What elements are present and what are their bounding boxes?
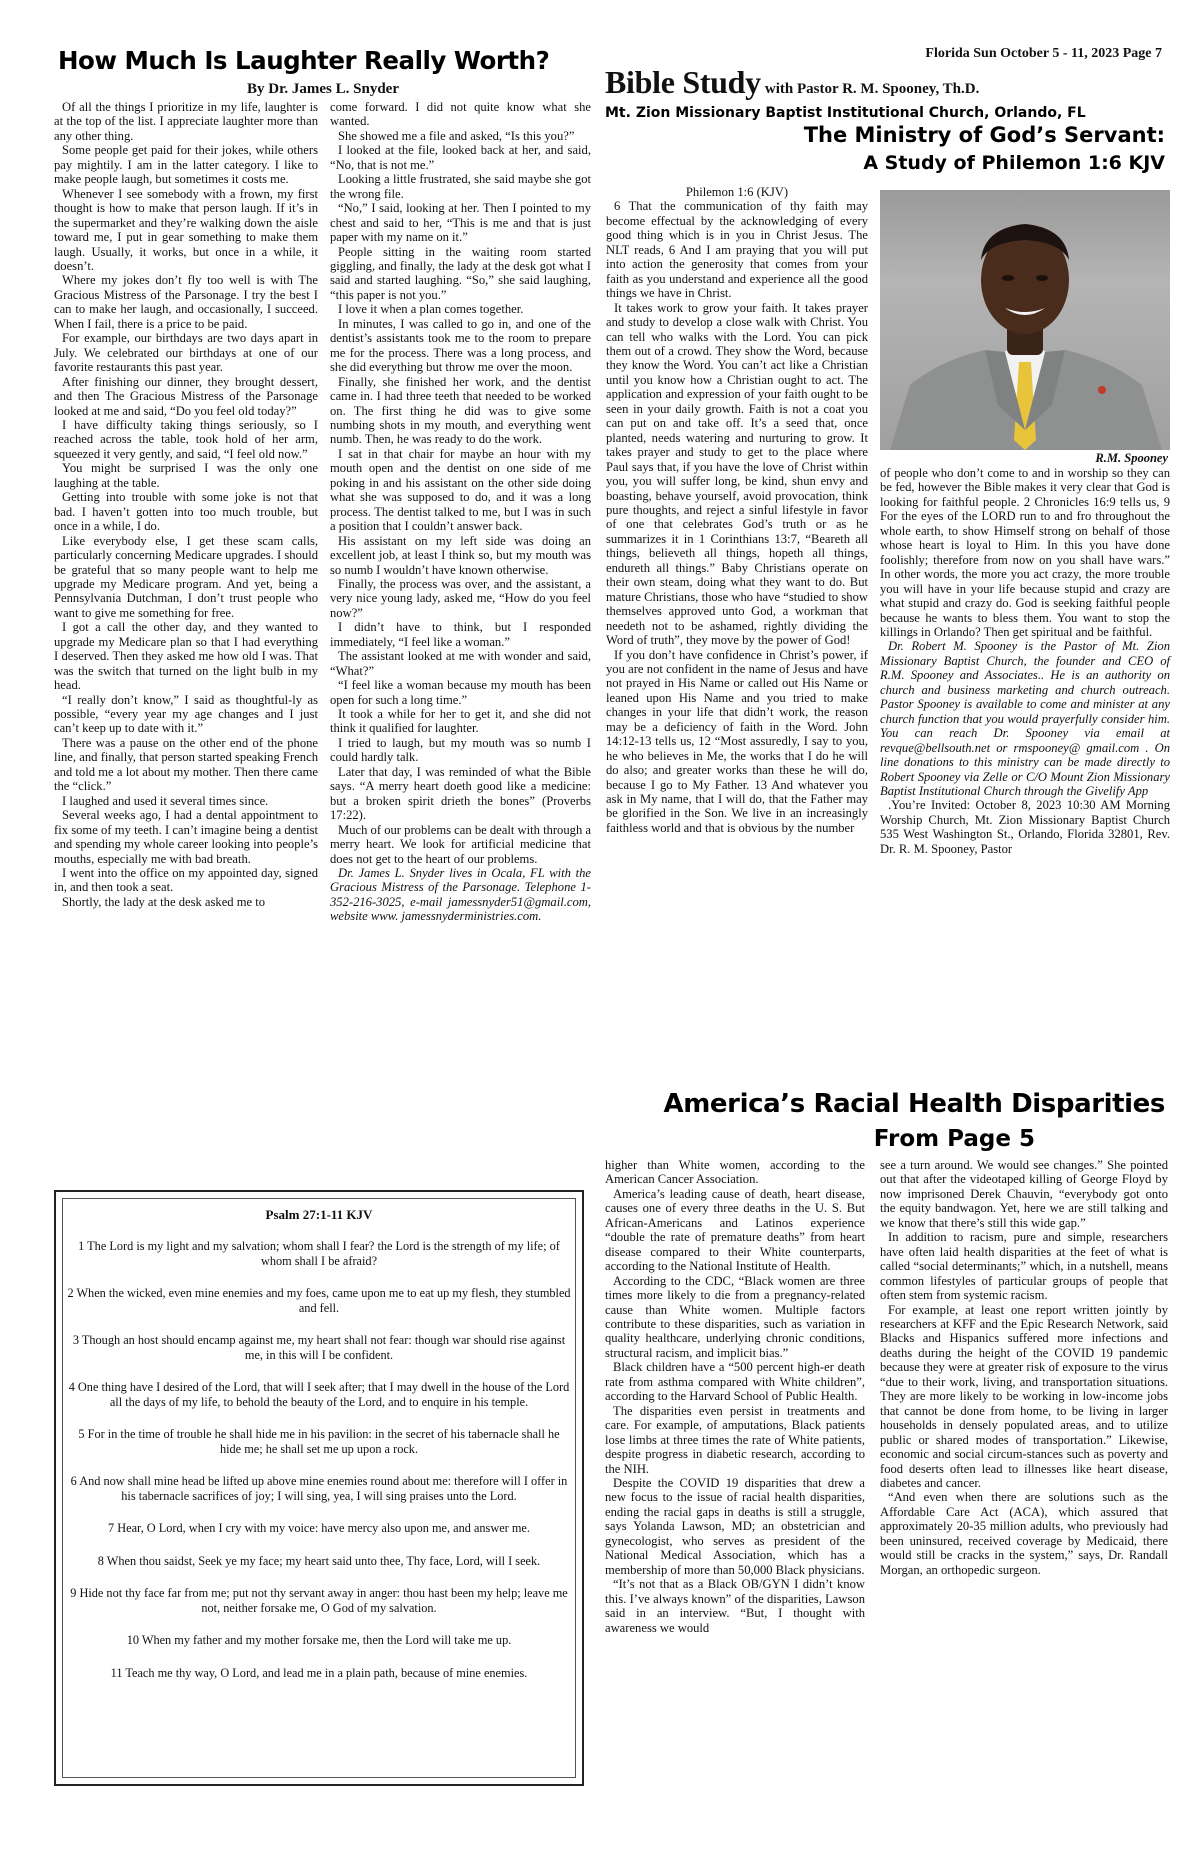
paragraph: After finishing our dinner, they brought dessert, and then The Gracious Mistress of the Parsonage looked at me and said, “Do you feel old today?” — [54, 374, 318, 418]
paragraph: Black children have a “500 percent high-er death rate from asthma compared with White children”, according to the Harvard School of Public Health. — [605, 1360, 865, 1404]
paragraph: Where my jokes don’t fly too well is with The Gracious Mistress of the Parsonage. I try the best I can to make her laugh, and occasionally, I succeed. When I fail, there is a price to be paid. — [54, 273, 318, 331]
paragraph: “No,” I said, looking at her. Then I pointed to my chest and said to her, “This is me and that is just paper with my name on it.” — [330, 201, 591, 245]
pastor-bio: Dr. Robert M. Spooney is the Pastor of Mt. Zion Missionary Baptist Church, the founder and CEO of R.M. Spooney and Associates.. He is an authority on church and business marketing and church outreach. Pastor Spooney is available to come and minister at any church function that you would prayerfully consider him. You can reach Dr. Spooney via email at revque@bellsouth.net or rmspooney@ gmail.com . On line donations to this ministry can be made directly to Robert Spooney via Zelle or C/O Mount Zion Missionary Baptist Institutional Church through the Givelify App — [880, 639, 1170, 798]
paragraph: Whenever I see somebody with a frown, my first thought is how to make that person laugh. If it’s in the supermarket and they’re walking down the aisle toward me, I put in gear something to make them laugh. Usually, it works, but once in a while, it doesn’t. — [54, 186, 318, 273]
paragraph: higher than White women, according to the American Cancer Association. — [605, 1158, 865, 1187]
laughter-headline: How Much Is Laughter Really Worth? — [58, 46, 550, 75]
psalm-verse: 9 Hide not thy face far from me; put not thy servant away in anger: thou hast been my help; leave me not, neither forsake me, O God of my salvation. — [70, 1586, 568, 1615]
paragraph: The assistant looked at me with wonder and said, “What?” — [330, 649, 591, 678]
paragraph: I got a call the other day, and they wanted to upgrade my Medicare plan so that I had everything I deserved. Then they asked me how old I was. That was the switch that turned on the light bulb in my head. — [54, 620, 318, 693]
ministry-headline: The Ministry of God’s Servant: — [803, 123, 1165, 147]
ministry-subheadline: A Study of Philemon 1:6 KJV — [863, 152, 1165, 174]
paragraph: His assistant on my left side was doing an excellent job, at least I think so, but my mouth was so numb I wouldn’t have known otherwise. — [330, 533, 591, 577]
psalm-title: Psalm 27:1-11 KJV — [265, 1207, 373, 1222]
paragraph: Finally, the process was over, and the assistant, a very nice young lady, asked me, “How do you feel now?” — [330, 576, 591, 620]
paragraph: It takes work to grow your faith. It takes prayer and study to develop a close walk with Christ. You can tell who walks with the Lord. You can pick them out of a crowd. They show the Word, because they know the Word. You can’t act like a Christian until you know how a Christian ought to act. The application and expression of your faith ought to be seen in your daily growth. Faith is not a coat you can put on and take off. It’s a seed that, once planted, needs watering and nurturing to grow. It takes prayer and study to get to the place where Paul says that, if you have the love of Christ within you, you will suffer long, be kind, shun envy and boasting, behave yourself, avoid provocation, think pure thoughts, and reject a sinful lifestyle in favor of one that celebrates God’s truth or as he summarizes it in 1 Corinthians 13:7, “Beareth all things, believeth all things, hopeth all things, endureth all things.” Baby Christians operate on their own steam, doing what they want to do. But mature Christians, those who have “studied to show themselves approved unto God, a workman that needeth not to be ashamed, rightly dividing the Word of truth”, they move by the power of God! — [606, 300, 868, 648]
paragraph: Of all the things I prioritize in my life, laughter is at the top of the list. I appreciate laughter more than any other thing. — [54, 100, 318, 143]
racial-column-2 — [880, 1158, 1168, 1577]
pastor-portrait-illustration — [880, 190, 1170, 450]
paragraph: of people who don’t come to and in worship so they can be fed, however the Bible makes it very clear that God is looking for faithful people. 2 Chronicles 16:9 tells us, 9 For the eyes of the LORD run to and fro throughout the whole earth, to show Himself strong on behalf of those whose heart is loyal to Him. In this you have done foolishly; therefore from now on you shall have wars.” In other words, the more you act crazy, the more trouble you will have in your life because stupid and crazy are what stupid and crazy do. God is seeking faithful people because he wants to bless them. You want to stop the killings in Orlando? Then get spiritual and be faithful. — [880, 466, 1170, 639]
psalm-verse: 10 When my father and my mother forsake me, then the Lord will take me up. — [126, 1633, 512, 1647]
bible-study-title — [605, 64, 1165, 101]
paragraph: Looking a little frustrated, she said maybe she got the wrong file. — [330, 172, 591, 201]
psalm-verse: 7 Hear, O Lord, when I cry with my voice: have mercy also upon me, and answer me. — [108, 1521, 530, 1535]
paragraph: I love it when a plan comes together. — [338, 302, 524, 317]
paragraph: In minutes, I was called to go in, and one of the dentist’s assistants took me to the room to prepare me for the process. There was a long process, and she did everything but throw me over the moon. — [330, 316, 591, 375]
paragraph: Shortly, the lady at the desk asked me to — [62, 894, 266, 909]
psalm-verse: 11 Teach me thy way, O Lord, and lead me in a plain path, because of mine enemies. — [110, 1665, 528, 1680]
paragraph: Despite the COVID 19 disparities that drew a new focus to the issue of racial health disparities, ending the racial gaps in deaths is still a struggle, says Yolanda Lawson, MD; an obstetrician and gynecologist, who serves as president of the National Medical Association, which has a membership of more than 50,000 Black physicians. — [605, 1475, 865, 1577]
paragraph: There was a pause on the other end of the phone line, and finally, that person started speaking French and told me a lot about my mother. Then there came the “click.” — [54, 735, 318, 794]
paragraph: Finally, she finished her work, and the dentist came in. I had three teeth that needed to be worked on. The first thing he did was to give some numbing shots in my mouth, and everything went numb. Then, he was ready to do the work. — [330, 374, 591, 447]
paragraph: 6 That the communication of thy faith may become effectual by the acknowledging of every good thing which is in you in Christ Jesus. The NLT reads, 6 And I am praying that you will put into action the generosity that comes from your faith as you understand and experience all the good things we have in Christ. — [606, 199, 868, 301]
racial-health-headline: America’s Racial Health Disparities — [663, 1089, 1165, 1119]
laughter-column-2 — [330, 100, 591, 924]
bible-study-heading: Bible Study — [605, 64, 761, 100]
bible-column-1 — [606, 185, 868, 835]
paragraph: Getting into trouble with some joke is not that bad. I haven’t gotten into too much trouble, but once in a while, I do. — [54, 490, 318, 534]
paragraph: Several weeks ago, I had a dental appointment to fix some of my teeth. I can’t imagine being a dentist and spending my whole career looking into people’s mouths, especially me with bad breath. — [54, 808, 318, 866]
racial-health-jump-line: From Page 5 — [873, 1126, 1035, 1152]
paragraph: see a turn around. We would see changes.” She pointed out that after the videotaped killing of George Floyd by now imprisoned Derek Chauvin, “everybody got onto the equity bandwagon. Yet, here we are still talking and we know that there’s still this wide gap.” — [880, 1158, 1168, 1230]
paragraph: I have difficulty taking things seriously, so I reached across the table, took hold of her arm, squeezed it very gently, and said, “I feel old now.” — [54, 417, 318, 461]
paragraph: I sat in that chair for maybe an hour with my mouth open and the dentist on one side of me poking in and his assistant on the other side doing what she was supposed to do, and it was a long process. The dentist talked to me, but I was in such a position that I couldn’t answer back. — [330, 446, 591, 534]
paragraph: “I really don’t know,” I said as thoughtful-ly as possible, “every year my age changes and I just can’t keep up to date with it.” — [54, 692, 318, 736]
laughter-byline: By Dr. James L. Snyder — [247, 81, 399, 97]
paragraph: Some people get paid for their jokes, while others pay mightily. I am in the latter category. I like to make people laugh, but sometimes it costs me. — [54, 143, 318, 187]
photo-caption: R.M. Spooney — [1095, 451, 1168, 465]
paragraph: America’s leading cause of death, heart disease, causes one of every three deaths in the U. S. But African-Americans and Latinos experience “double the rate of premature deaths” from heart disease compared to their White counterparts, according to the National Institute of Health. — [605, 1186, 865, 1274]
verse-reference: Philemon 1:6 (KJV) — [685, 185, 789, 199]
paragraph: Like everybody else, I get these scam calls, particularly concerning Medicare upgrades. I should be grateful that so many people want to help me upgrade my Medicare program. And yet, being a Pennsylvania Dutchman, I don’t trust people who want to give me something for free. — [54, 533, 318, 620]
paragraph: According to the CDC, “Black women are three times more likely to die from a pregnancy-related cause than White women. Multiple factors contribute to these disparities, such as variation in quality healthcare, underlying chronic conditions, structural racism, and implicit bias.” — [605, 1273, 865, 1360]
paragraph: Much of our problems can be dealt with through a merry heart. We look for artificial medicine that does not get to the heart of our problems. — [330, 822, 591, 866]
paragraph: “And even when there are solutions such as the Affordable Care Act (ACA), which assured that approximately 20-35 million adults, who previously had been uninsured, received coverage by Medicaid, there would still be cracks in the system,” says, Dr. Randall Morgan, an orthopedic surgeon. — [880, 1490, 1168, 1577]
psalm-verse: 2 When the wicked, even mine enemies and my foes, came upon me to eat up my flesh, they stumbled and fell. — [67, 1286, 571, 1315]
paragraph: I tried to laugh, but my mouth was so numb I could hardly talk. — [330, 735, 591, 765]
psalm-box — [54, 1190, 584, 1786]
bible-column-2 — [880, 466, 1170, 856]
psalm-verse: 8 When thou saidst, Seek ye my face; my heart said unto thee, Thy face, Lord, will I seek. — [97, 1553, 541, 1568]
paragraph: For example, at least one report written jointly by researchers at KFF and the Epic Research Network, said Blacks and Hispanics suffered more infections and deaths during the height of the COVID 19 pandemic because they were at greater risk of exposure to the virus “due to their work, living, and transportation situations. They are more likely to be working in low-income jobs that cannot be done from home, to be living in larger households in densely populated areas, and to utilize public or shared modes of transportation.” Likewise, economic and social circum-stances such as poverty and food deserts often lead to illnesses like heart disease, diabetes and cancer. — [880, 1302, 1168, 1490]
racial-column-1 — [605, 1158, 865, 1635]
paragraph: I didn’t have to think, but I responded immediately, “I feel like a woman.” — [330, 620, 591, 649]
paragraph: The disparities even persist in treatments and care. For example, of amputations, Black patients lose limbs at three times the rate of White patients, despite progress in diabetic research, according to the NIH. — [605, 1403, 865, 1476]
paragraph: I laughed and used it several times since. — [62, 793, 269, 808]
paragraph: I went into the office on my appointed day, signed in, and then took a seat. — [54, 866, 318, 895]
bible-study-pastor: with Pastor R. M. Spooney, Th.D. — [764, 81, 980, 97]
psalm-verse: 6 And now shall mine head be lifted up above mine enemies round about me: therefore will I offer in his tabernacle sacrifices of joy; I will sing, yea, I will sing praises unto the Lord. — [70, 1474, 568, 1503]
invitation: .You’re Invited: October 8, 2023 10:30 AM Morning Worship Church, Mt. Zion Missionary Baptist Church 535 West Washington St., Orlando, Florida 32801, Rev. Dr. R. M. Spooney, Pastor — [880, 798, 1170, 856]
psalm-verse: 4 One thing have I desired of the Lord, that will I seek after; that I may dwell in the house of the Lord all the days of my life, to behold the beauty of the Lord, and to enquire in his temple. — [68, 1380, 570, 1409]
church-name: Mt. Zion Missionary Baptist Institutional Church, Orlando, FL — [605, 105, 1086, 121]
paragraph: You might be surprised I was the only one laughing at the table. — [54, 461, 318, 490]
psalm-verse: 1 The Lord is my light and my salvation; whom shall I fear? the Lord is the strength of my life; of whom shall I be afraid? — [78, 1239, 560, 1268]
psalm-verse: 5 For in the time of trouble he shall hide me in his pavilion: in the secret of his tabernacle shall he hide me; he shall set me up upon a rock. — [78, 1427, 560, 1456]
paragraph: come forward. I did not quite know what she wanted. — [330, 100, 591, 129]
paragraph: People sitting in the waiting room started giggling, and finally, the lady at the desk got what I said and started laughing. “So,” she said laughing, “this paper is not you.” — [330, 244, 591, 302]
paragraph: “I feel like a woman because my mouth has been open for such a long time.” — [330, 678, 591, 707]
paragraph: For example, our birthdays are two days apart in July. We celebrated our birthdays at one of our favorite restaurants this past year. — [54, 331, 318, 375]
page-masthead: Florida Sun October 5 - 11, 2023 Page 7 — [925, 46, 1162, 61]
paragraph: She showed me a file and asked, “Is this you?” — [338, 128, 575, 143]
paragraph: If you don’t have confidence in Christ’s power, if you are not confident in the name of Jesus and have not prayed in His Name or called out His Name or leaned upon His Name and you tried to make changes in your life that didn’t work, the reason may be a deficiency of faith in the Word. John 14:12-13 tells us, 12 “Most assuredly, I say to you, he who believes in Me, the works that I do he will do also; and greater works than these he will do, because I go to My Father. 13 And whatever you ask in My name, that I will do, that the Father may be glorified in the Son. We live in an increasingly faithless world and that is obvious by the number — [606, 647, 868, 835]
paragraph: I looked at the file, looked back at her, and said, “No, that is not me.” — [330, 143, 591, 172]
laughter-column-1 — [54, 100, 318, 909]
paragraph: “It’s not that as a Black OB/GYN I didn’t know this. I’ve always known” of the disparities, Lawson said in an interview. “But, I thought with awareness we would — [605, 1577, 865, 1635]
paragraph: In addition to racism, pure and simple, researchers have often laid health disparities at the feet of what is called “social determinants;” which, in a nutshell, means common lifestyles of particular groups of people that often stem from systemic racism. — [880, 1230, 1168, 1303]
author-bio: Dr. James L. Snyder lives in Ocala, FL with the Gracious Mistress of the Parsonage. Telephone 1-352-216-3025, e-mail jamessnyder51@gmail.com, website www. jamessnyderministries.com. — [330, 866, 591, 924]
pastor-photo — [880, 190, 1170, 450]
psalm-verse: 3 Though an host should encamp against me, my heart shall not fear: though war should rise against me, in this will I be confident. — [72, 1333, 566, 1362]
paragraph: It took a while for her to get it, and she did not think it qualified for laughter. — [330, 707, 591, 736]
paragraph: Later that day, I was reminded of what the Bible says. “A merry heart doeth good like a medicine: but a broken spirit drieth the bones” (Proverbs 17:22). — [330, 764, 591, 823]
